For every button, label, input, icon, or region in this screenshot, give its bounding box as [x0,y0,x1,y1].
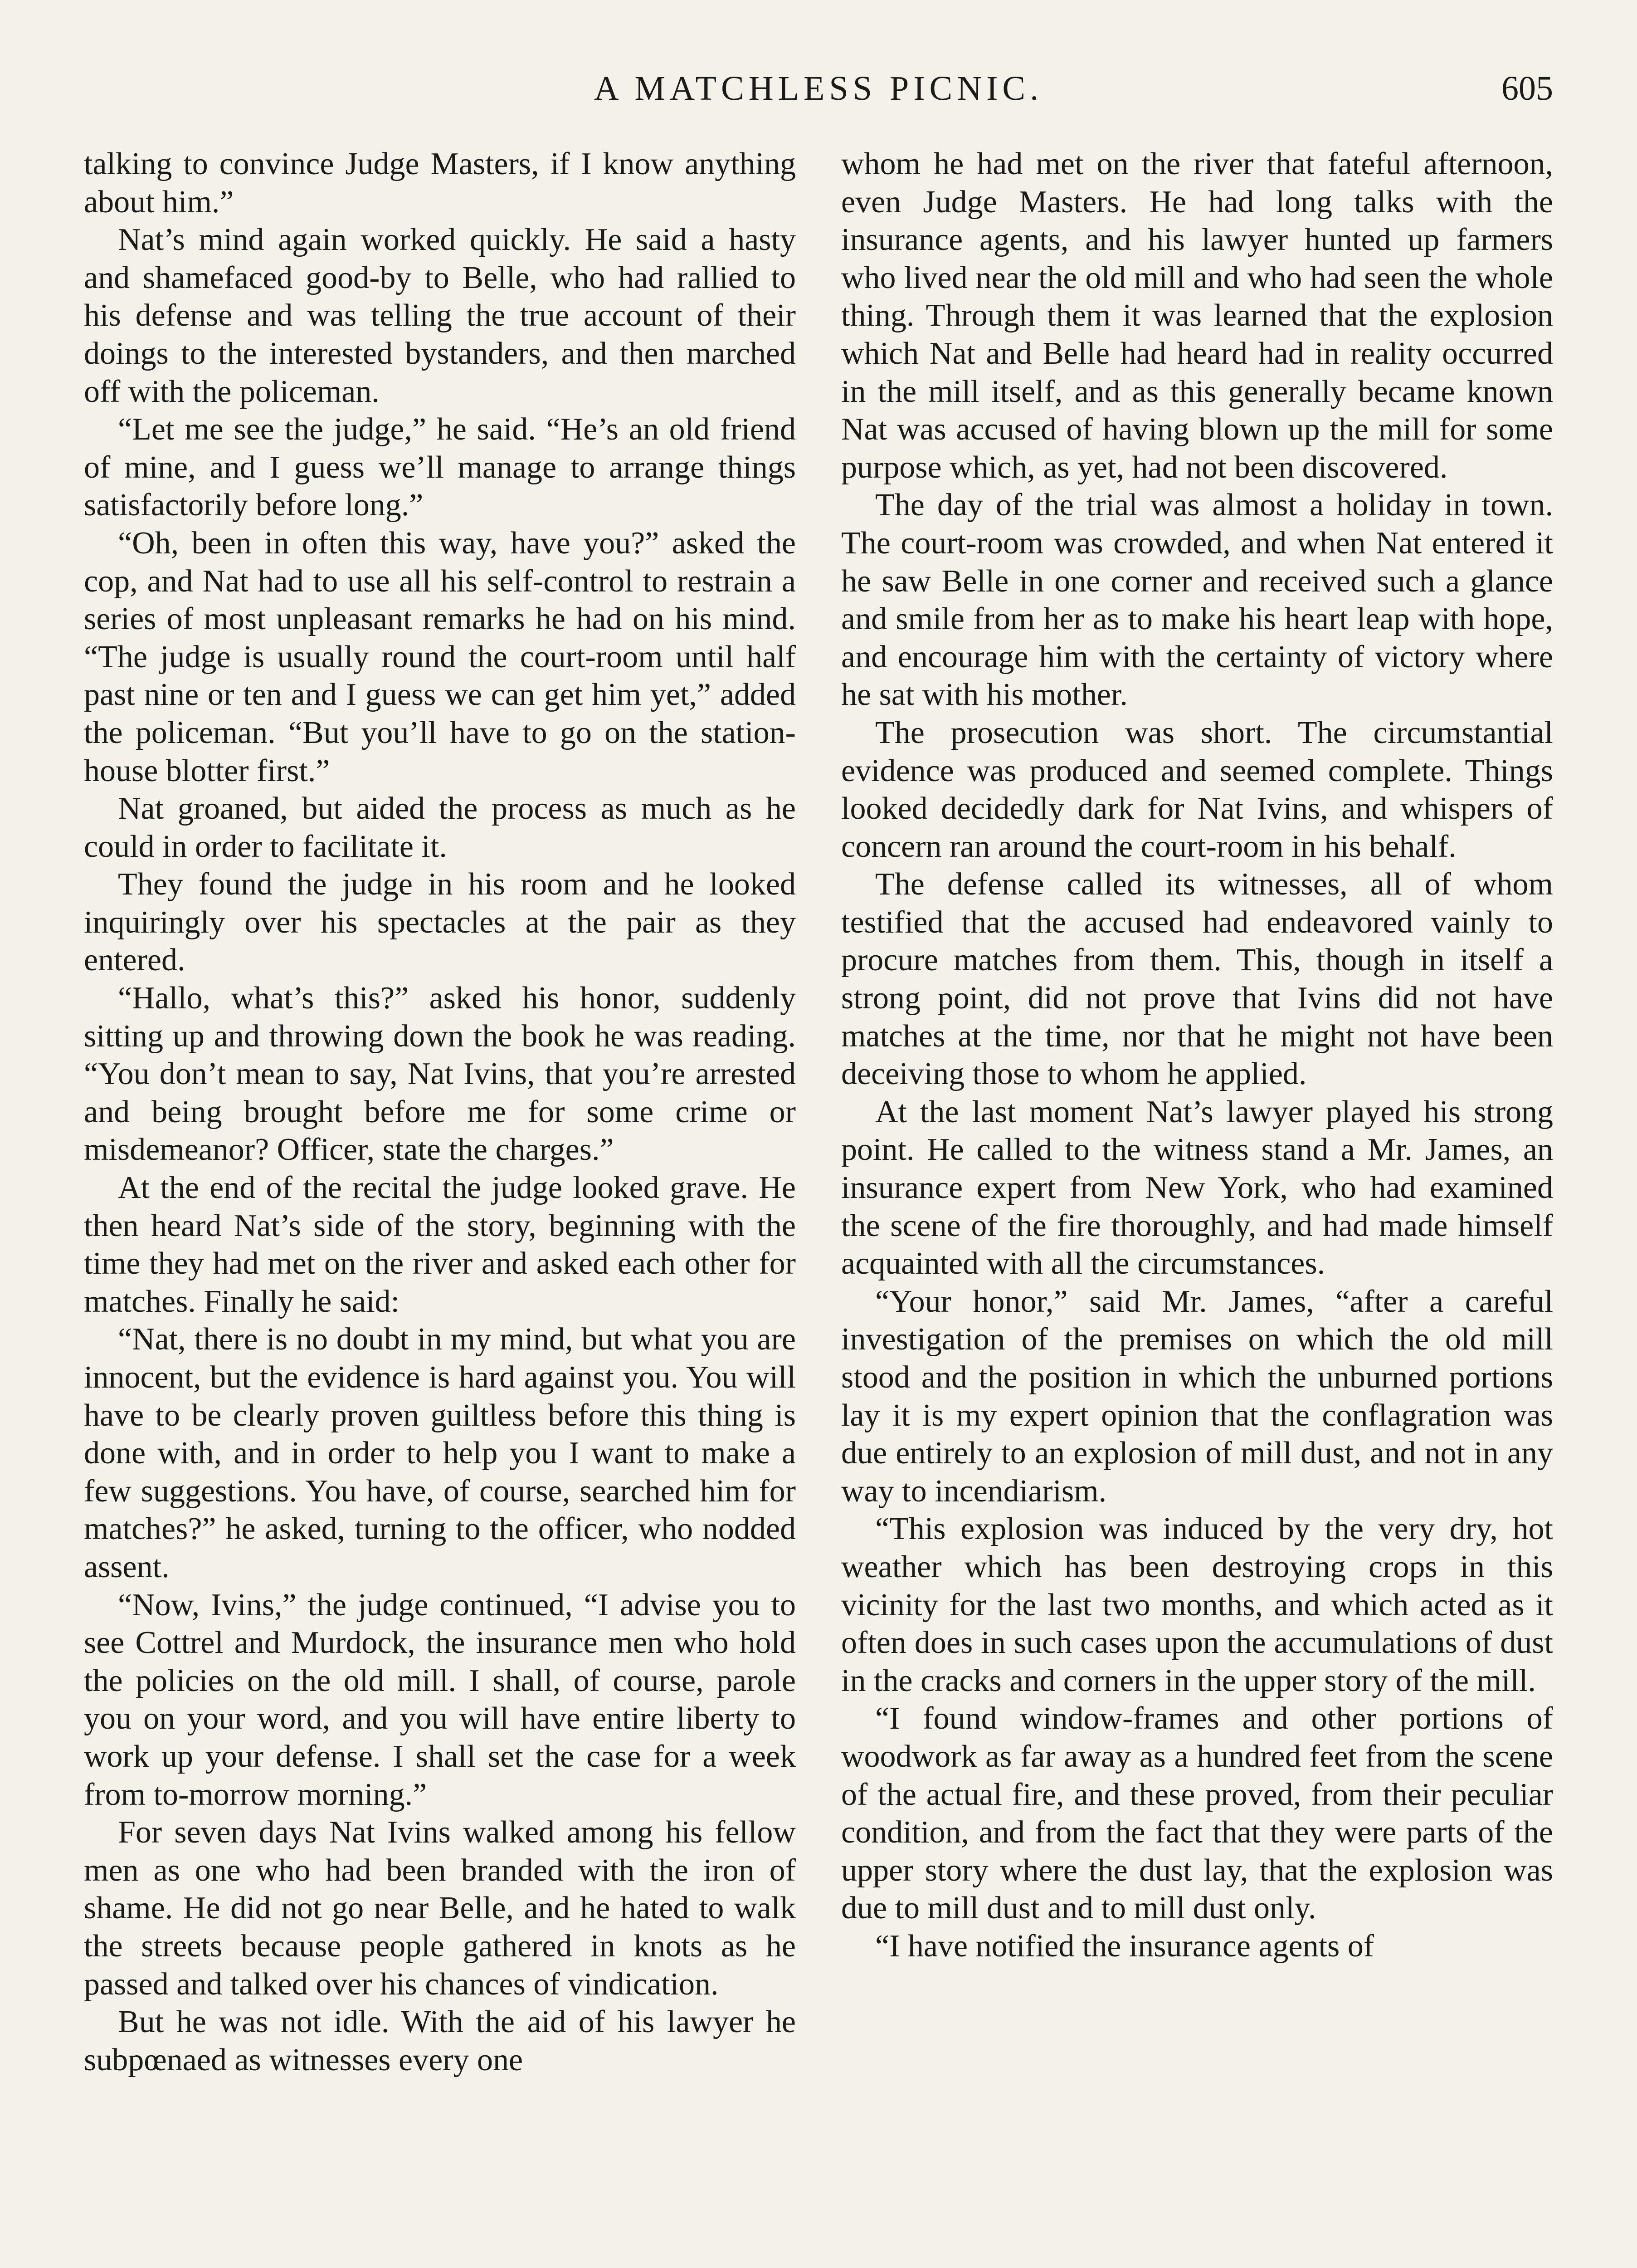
paragraph: At the last moment Nat’s lawyer played his strong point. He called to the witness stand a Mr. James, an insurance expert from New York, who had examined the scene of the fire thoroughly, and had made himself acquainted with all the circumstances. [841,1094,1553,1281]
paragraph: The prosecution was short. The circumstantial evidence was produced and seemed complete. Things looked decidedly dark for Nat Ivins, and whispers of concern ran around the court-room in his behalf. [841,715,1553,864]
page-number: 605 [1501,69,1553,108]
paragraph: “Your honor,” said Mr. James, “after a careful investigation of the premises on which the old mill stood and the position in which the unburned portions lay it is my expert opinion that the conflagration was due entirely to an explosion of mill dust, and not in any way to incendiarism. [841,1284,1553,1509]
paragraph: talking to convince Judge Masters, if I know anything about him.” [84,147,796,220]
paragraph: “Hallo, what’s this?” asked his honor, suddenly sitting up and throwing down the book he was reading. “You don’t mean to say, Nat Ivins, that you’re arrested and being brought before me for some crime or misdemeanor? Officer, state the charges.” [84,981,796,1168]
paragraph: “I found window-frames and other portions of woodwork as far away as a hundred feet from the scene of the actual fire, and these proved, from their peculiar condition, and from the fact that they were parts of the upper story where the dust lay, that the explosion was due to mill dust and to mill dust only. [841,1701,1553,1926]
paragraph: “I have notified the insurance agents of [875,1928,1374,1964]
paragraph: For seven days Nat Ivins walked among his fellow men as one who had been branded with the iron of shame. He did not go near Belle, and he hated to walk the streets because people gathered in knots as he passed and talked over his chances of vindication. [84,1815,796,2002]
paragraph: whom he had met on the river that fateful afternoon, even Judge Masters. He had long talks with the insurance agents, and his lawyer hunted up farmers who lived near the old mill and who had seen the whole thing. Through them it was learned that the explosion which Nat and Belle had heard had in reality occurred in the mill itself, and as this generally became known Nat was accused of having blown up the mill for some purpose which, as yet, had not been discovered. [841,147,1553,485]
paragraph: “Nat, there is no doubt in my mind, but what you are innocent, but the evidence is hard against you. You will have to be clearly proven guiltless before this thing is done with, and in order to help you I want to make a few suggestions. You have, of course, searched him for matches?” he asked, turning to the officer, who nodded assent. [84,1322,796,1584]
page-header [84,64,1553,113]
running-title: A MATCHLESS PICNIC. [594,69,1043,108]
paragraph: But he was not idle. With the aid of his lawyer he subpœnaed as witnesses every one [84,2004,796,2077]
right-column [841,145,1553,2268]
paragraph: “This explosion was induced by the very dry, hot weather which has been destroying crops in this vicinity for the last two months, and which acted as it often does in such cases upon the accumulations of dust in the cracks and corners in the upper story of the mill. [841,1511,1553,1698]
paragraph: “Oh, been in often this way, have you?” asked the cop, and Nat had to use all his self-control to restrain a series of most unpleasant remarks he had on his mind. “The judge is usually round the court-room until half past nine or ten and I guess we can get him yet,” added the policeman. “But you’ll have to go on the station-house blotter first.” [84,525,796,788]
text-columns [84,145,1553,2268]
paragraph: They found the judge in his room and he looked inquiringly over his spectacles at the pair as they entered. [84,867,796,978]
paragraph: Nat’s mind again worked quickly. He said a hasty and shamefaced good-by to Belle, who had rallied to his defense and was telling the true account of their doings to the interested bystanders, and then marched off with the policeman. [84,222,796,409]
paragraph: At the end of the recital the judge looked grave. He then heard Nat’s side of the story, beginning with the time they had met on the river and asked each other for matches. Finally he said: [84,1170,796,1319]
paragraph: “Now, Ivins,” the judge continued, “I advise you to see Cottrel and Murdock, the insurance men who hold the policies on the old mill. I shall, of course, parole you on your word, and you will have entire liberty to work up your defense. I shall set the case for a week from to-morrow morning.” [84,1587,796,1812]
left-column [84,145,796,2268]
paragraph: The defense called its witnesses, all of whom testified that the accused had endeavored vainly to procure matches from them. This, though in itself a strong point, did not prove that Ivins did not have matches at the time, nor that he might not have been deceiving those to whom he applied. [841,867,1553,1092]
paragraph: Nat groaned, but aided the process as much as he could in order to facilitate it. [84,791,796,864]
paragraph: The day of the trial was almost a holiday in town. The court-room was crowded, and when Nat entered it he saw Belle in one corner and received such a glance and smile from her as to make his heart leap with hope, and encourage him with the certainty of victory where he sat with his mother. [841,488,1553,713]
paragraph: “Let me see the judge,” he said. “He’s an old friend of mine, and I guess we’ll manage to arrange things satisfactorily before long.” [84,412,796,523]
